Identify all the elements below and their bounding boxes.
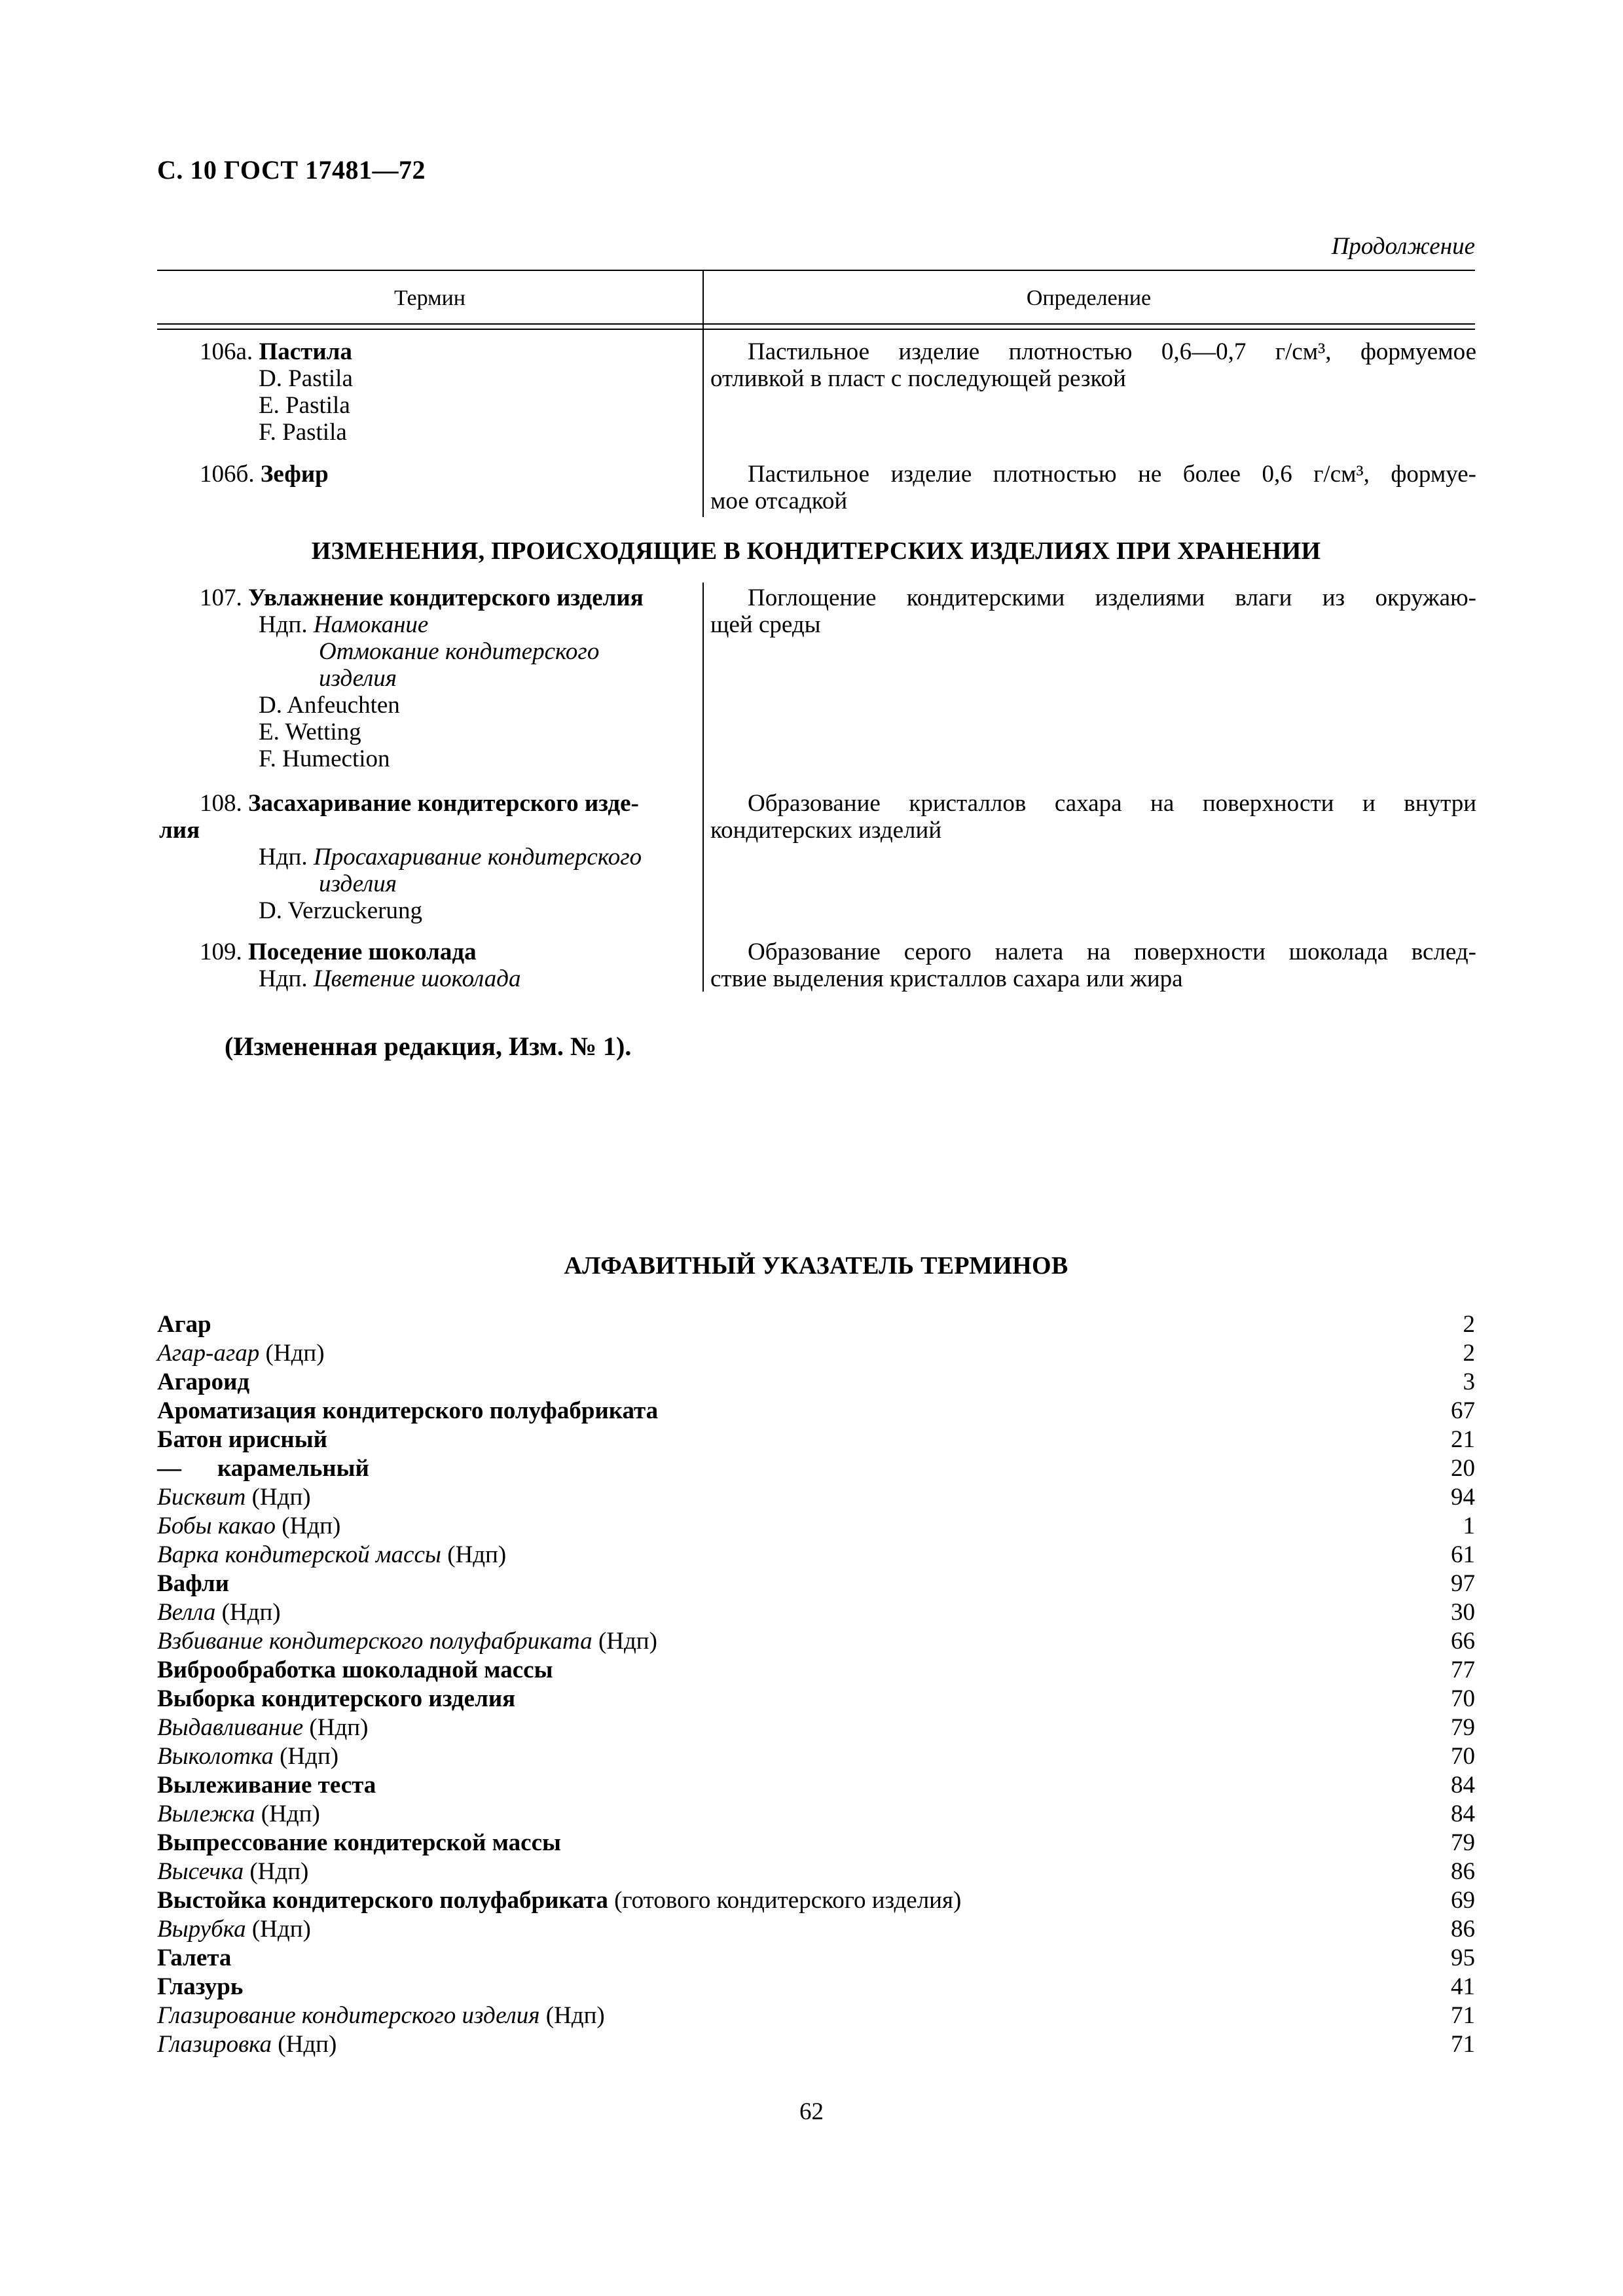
index-page-ref: 86	[1451, 1916, 1475, 1943]
index-entry	[157, 1771, 376, 1800]
index-page-ref: 61	[1451, 1541, 1475, 1568]
ndp-term: Цветение шоколада	[313, 965, 521, 992]
index-entry	[157, 1454, 369, 1483]
index-term: Бисквит	[157, 1484, 246, 1511]
index-term: Агароид	[157, 1369, 250, 1395]
index-entry	[157, 1886, 961, 1915]
index-entry	[157, 1742, 338, 1771]
index-page-ref: 77	[1451, 1657, 1475, 1683]
table-header-rule-1	[157, 323, 1475, 325]
index-entry	[157, 2001, 605, 2030]
definition-line: Образование кристаллов сахара на поверхности и внутри	[748, 790, 1476, 817]
index-entry	[157, 1339, 325, 1368]
index-entry	[157, 1483, 311, 1512]
index-page-ref: 84	[1451, 1772, 1475, 1799]
index-page-ref: 3	[1463, 1369, 1475, 1395]
index-page-ref: 30	[1451, 1599, 1475, 1626]
ndp-label: Ндп.	[259, 965, 308, 992]
term-name-cont: лия	[159, 817, 200, 844]
index-row	[157, 2001, 1475, 2030]
ndp-term-cont: изделия	[319, 665, 397, 692]
index-page-ref: 97	[1451, 1570, 1475, 1597]
table-header-rule-2	[157, 329, 1475, 330]
index-page-ref: 2	[1463, 1340, 1475, 1367]
index-term: Вырубка	[157, 1916, 246, 1943]
translation-en: E. Pastila	[259, 392, 350, 419]
index-term: Взбивание кондитерского полуфабриката	[157, 1628, 593, 1655]
table-column-divider-bottom	[702, 583, 704, 992]
index-page-ref: 79	[1451, 1829, 1475, 1856]
index-entry	[157, 2030, 337, 2059]
index-note: (Ндп)	[539, 2002, 605, 2029]
index-page-ref: 70	[1451, 1685, 1475, 1712]
continuation-label: Продолжение	[1331, 233, 1475, 260]
ndp-label: Ндп.	[259, 844, 308, 870]
index-note: (Ндп)	[592, 1628, 657, 1655]
index-entry	[157, 1397, 658, 1426]
term-index	[157, 1310, 1475, 2059]
index-note: (Ндп)	[303, 1714, 369, 1741]
term-cell	[200, 939, 697, 992]
index-note: (Ндп)	[272, 2031, 337, 2058]
index-term: Высечка	[157, 1858, 244, 1885]
index-entry	[157, 1541, 506, 1570]
index-term: Выдавливание	[157, 1714, 304, 1741]
index-row	[157, 1397, 1475, 1426]
index-entry	[157, 1368, 249, 1397]
translation-de: D. Verzuckerung	[259, 897, 423, 924]
index-row	[157, 1915, 1475, 1944]
index-note: (готового кондитерского изделия)	[608, 1887, 962, 1914]
index-row	[157, 2030, 1475, 2059]
deprecated-term	[200, 611, 697, 638]
index-term: Глазирование кондитерского изделия	[157, 2002, 540, 2029]
index-page-ref: 71	[1451, 2002, 1475, 2029]
term-cell	[200, 338, 697, 446]
index-row	[157, 1483, 1475, 1512]
index-note: (Ндп)	[273, 1743, 339, 1770]
index-page-ref: 2	[1463, 1311, 1475, 1338]
index-row	[157, 1973, 1475, 2001]
index-row	[157, 1886, 1475, 1915]
term-number: 107.	[200, 584, 242, 611]
index-page-ref: 41	[1451, 1973, 1475, 2000]
term-name: Увлажнение кондитерского изделия	[248, 584, 644, 611]
index-term: карамельный	[217, 1455, 369, 1482]
index-term: Агар	[157, 1311, 211, 1338]
index-term: Выпрессование кондитерской массы	[157, 1829, 561, 1856]
translation-fr: F. Pastila	[259, 419, 347, 446]
repeat-dash: —	[157, 1455, 181, 1482]
term-number: 106а.	[200, 338, 253, 365]
index-entry	[157, 1656, 553, 1685]
column-header-definition: Определение	[1026, 286, 1152, 310]
index-entry	[157, 1512, 340, 1541]
section-heading: ИЗМЕНЕНИЯ, ПРОИСХОДЯЩИЕ В КОНДИТЕРСКИХ ИЗДЕЛИЯХ ПРИ ХРАНЕНИИ	[311, 537, 1321, 565]
index-note: (Ндп)	[441, 1541, 507, 1568]
definition-line: Пастильное изделие плотностью не более 0,6 г/см³, формуе-	[748, 461, 1476, 488]
ndp-term: Намокание	[313, 611, 429, 638]
index-entry	[157, 1426, 327, 1454]
index-row	[157, 1627, 1475, 1656]
index-term: Бобы какао	[157, 1513, 276, 1539]
index-entry	[157, 1310, 211, 1339]
deprecated-term	[200, 965, 697, 992]
index-row	[157, 1800, 1475, 1829]
definition-line: кондитерских изделий	[710, 817, 942, 844]
definition-line: ствие выделения кристаллов сахара или жира	[710, 965, 1183, 992]
term-cell	[200, 461, 697, 488]
definition-line: щей среды	[710, 611, 821, 638]
index-term: Глазировка	[157, 2031, 272, 2058]
index-row	[157, 1598, 1475, 1627]
index-term: Глазурь	[157, 1973, 244, 2000]
definition-cell	[710, 461, 1476, 514]
definition-line: мое отсадкой	[710, 488, 848, 514]
term-name: Засахаривание кондитерского изде-	[248, 790, 639, 817]
index-term: Агар-агар	[157, 1340, 260, 1367]
index-entry	[157, 1598, 281, 1627]
term-number: 108.	[200, 790, 242, 817]
index-entry	[157, 1570, 229, 1598]
index-row	[157, 1771, 1475, 1800]
index-row	[157, 1339, 1475, 1368]
index-entry	[157, 1713, 368, 1742]
page-number: 62	[799, 2098, 824, 2125]
term-number: 109.	[200, 939, 242, 965]
index-title: АЛФАВИТНЫЙ УКАЗАТЕЛЬ ТЕРМИНОВ	[564, 1252, 1068, 1280]
translation-fr: F. Humection	[259, 745, 390, 772]
index-page-ref: 70	[1451, 1743, 1475, 1770]
term-name: Зефир	[260, 461, 329, 488]
index-entry	[157, 1857, 308, 1886]
index-term: Галета	[157, 1945, 232, 1971]
definition-line: Поглощение кондитерскими изделиями влаги из окружаю-	[748, 584, 1476, 611]
amendment-note: (Измененная редакция, Изм. № 1).	[225, 1031, 632, 1061]
index-term: Вафли	[157, 1570, 229, 1597]
ndp-term: Просахаривание кондитерского	[313, 844, 642, 870]
index-page-ref: 94	[1451, 1484, 1475, 1511]
index-term: Вылежка	[157, 1801, 255, 1827]
index-page-ref: 95	[1451, 1945, 1475, 1971]
translation-en: E. Wetting	[259, 719, 361, 745]
index-row	[157, 1426, 1475, 1454]
index-page-ref: 86	[1451, 1858, 1475, 1885]
index-row	[157, 1857, 1475, 1886]
index-row	[157, 1512, 1475, 1541]
table-top-rule	[157, 270, 1475, 271]
translation-de: D. Anfeuchten	[259, 692, 400, 719]
index-note: (Ндп)	[244, 1858, 309, 1885]
index-row	[157, 1713, 1475, 1742]
term-name: Поседение шоколада	[248, 939, 477, 965]
index-term: Выстойка кондитерского полуфабриката	[157, 1887, 608, 1914]
page-header: С. 10 ГОСТ 17481—72	[157, 155, 426, 185]
ndp-label: Ндп.	[259, 611, 308, 638]
ndp-term: Отмокание кондитерского	[319, 638, 600, 665]
index-row	[157, 1541, 1475, 1570]
index-row	[157, 1310, 1475, 1339]
index-entry	[157, 1973, 243, 2001]
index-page-ref: 1	[1463, 1513, 1475, 1539]
ndp-term-cont: изделия	[319, 870, 397, 897]
index-page-ref: 67	[1451, 1397, 1475, 1424]
definition-line: Пастильное изделие плотностью 0,6—0,7 г/см³, формуемое	[748, 338, 1476, 365]
index-entry	[157, 1829, 561, 1857]
index-page-ref: 66	[1451, 1628, 1475, 1655]
definition-line: отливкой в пласт с последующей резкой	[710, 365, 1126, 392]
index-page-ref: 69	[1451, 1887, 1475, 1914]
index-note: (Ндп)	[276, 1513, 341, 1539]
definition-line: Образование серого налета на поверхности шоколада вслед-	[748, 939, 1476, 965]
term-name: Пастила	[259, 338, 352, 365]
index-term: Виброобработка шоколадной массы	[157, 1657, 553, 1683]
index-note: (Ндп)	[246, 1916, 311, 1943]
definition-cell	[710, 939, 1476, 992]
definition-cell	[710, 790, 1476, 844]
index-row	[157, 1454, 1475, 1483]
index-row	[157, 1829, 1475, 1857]
index-entry	[157, 1627, 657, 1656]
column-header-term: Термин	[394, 286, 465, 310]
index-page-ref: 71	[1451, 2031, 1475, 2058]
index-row	[157, 1685, 1475, 1713]
definition-cell	[710, 584, 1476, 638]
index-term: Ароматизация кондитерского полуфабриката	[157, 1397, 659, 1424]
index-entry	[157, 1685, 515, 1713]
index-term: Батон ирисный	[157, 1426, 327, 1453]
term-cell	[200, 584, 697, 772]
index-entry	[157, 1944, 231, 1973]
index-row	[157, 1742, 1475, 1771]
index-page-ref: 21	[1451, 1426, 1475, 1453]
index-page-ref: 20	[1451, 1455, 1475, 1482]
index-note: (Ндп)	[246, 1484, 311, 1511]
definition-cell	[710, 338, 1476, 392]
deprecated-term	[200, 844, 697, 870]
index-term: Варка кондитерской массы	[157, 1541, 441, 1568]
index-row	[157, 1944, 1475, 1973]
translation-de: D. Pastila	[259, 365, 353, 392]
index-term: Выколотка	[157, 1743, 274, 1770]
index-entry	[157, 1915, 311, 1944]
index-term: Выборка кондитерского изделия	[157, 1685, 516, 1712]
index-term: Велла	[157, 1599, 216, 1626]
index-row	[157, 1656, 1475, 1685]
index-row	[157, 1368, 1475, 1397]
index-note: (Ндп)	[259, 1340, 325, 1367]
index-note: (Ндп)	[215, 1599, 281, 1626]
index-row	[157, 1570, 1475, 1598]
index-note: (Ндп)	[255, 1801, 320, 1827]
index-page-ref: 84	[1451, 1801, 1475, 1827]
index-entry	[157, 1800, 320, 1829]
term-number: 106б.	[200, 461, 255, 488]
index-page-ref: 79	[1451, 1714, 1475, 1741]
index-term: Вылеживание теста	[157, 1772, 376, 1799]
term-cell	[159, 790, 697, 924]
